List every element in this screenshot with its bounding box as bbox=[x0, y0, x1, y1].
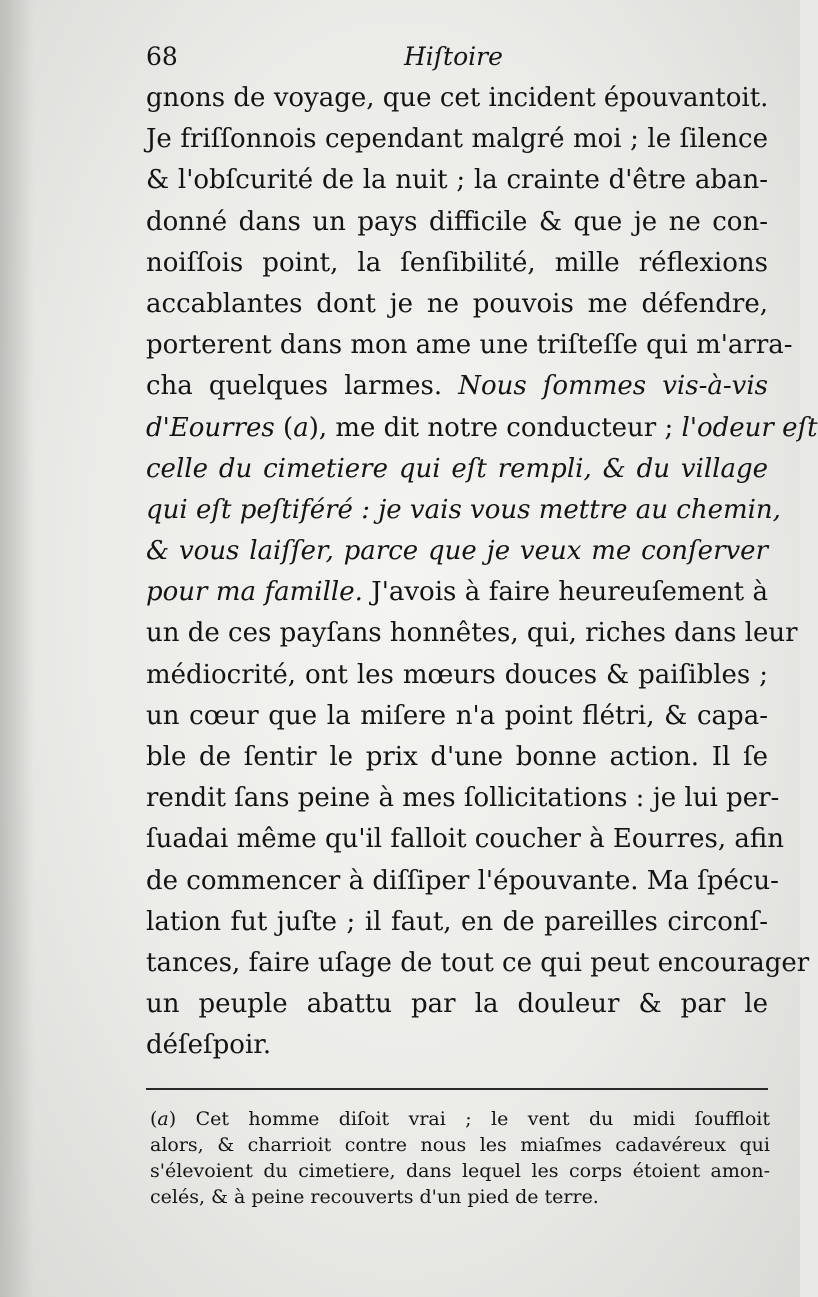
text-segment: rendit ſans peine à mes ſollicitations : je lui per- bbox=[146, 783, 780, 814]
text-line bbox=[146, 778, 780, 819]
text-segment: Nous ſommes vis-à-vis bbox=[458, 371, 768, 402]
text-line bbox=[146, 531, 768, 572]
text-line bbox=[146, 696, 768, 737]
text-line bbox=[146, 243, 768, 284]
footnote-rule bbox=[146, 1088, 768, 1090]
text-segment: ble de ſentir le prix d'une bonne action. Il ſe bbox=[146, 742, 768, 772]
text-segment: J'avois à faire heureuſement à bbox=[362, 577, 768, 608]
text-line bbox=[146, 449, 768, 490]
footnote-line bbox=[150, 1106, 770, 1132]
text-segment: un peuple abattu par la douleur & par le bbox=[146, 989, 768, 1020]
text-line bbox=[146, 202, 768, 243]
page-gutter-shadow bbox=[0, 0, 34, 1297]
text-line bbox=[146, 984, 768, 1025]
text-line bbox=[146, 943, 810, 984]
text-segment: alors, & charrioit contre nous les miaſmes cadavéreux qui bbox=[150, 1134, 770, 1156]
text-segment: médiocrité, ont les mœurs douces & paiſibles ; bbox=[146, 659, 768, 690]
text-segment: gnons de voyage, que cet incident épouvantoit. bbox=[146, 83, 769, 113]
text-segment: ( bbox=[150, 1108, 158, 1130]
page-header bbox=[146, 36, 766, 76]
text-line bbox=[146, 119, 768, 160]
text-segment: de commencer à diſſiper l'épouvante. Ma ſpécu- bbox=[146, 865, 779, 896]
text-line bbox=[146, 819, 785, 860]
text-line bbox=[146, 78, 768, 119]
text-segment: qui eſt peſtiféré : je vais vous mettre au chemin, bbox=[146, 494, 781, 525]
text-line bbox=[146, 490, 781, 531]
text-segment: un cœur que la miſere n'a point flétri, & capa- bbox=[146, 700, 768, 731]
text-segment: celle du cimetiere qui eſt rempli, & du village bbox=[146, 453, 768, 484]
text-segment: déſeſpoir. bbox=[146, 1030, 272, 1061]
footnote-line bbox=[150, 1158, 770, 1184]
text-segment: tances, faire uſage de tout ce qui peut encourager bbox=[146, 947, 810, 978]
text-segment: celés, & à peine recouverts d'un pied de terre. bbox=[150, 1186, 599, 1208]
text-segment: porterent dans mon ame une triſteſſe qui m'arra- bbox=[146, 330, 793, 361]
text-line bbox=[146, 1025, 768, 1066]
text-line bbox=[146, 408, 818, 449]
text-segment: donné dans un pays difficile & que je ne con- bbox=[146, 206, 768, 237]
text-segment: ), me dit notre conducteur ; bbox=[308, 412, 682, 443]
text-segment: l'odeur eſt bbox=[681, 412, 818, 443]
running-title: Hiſtoire bbox=[404, 42, 503, 71]
text-segment: accablantes dont je ne pouvois me défendre, bbox=[146, 288, 768, 319]
text-line bbox=[146, 861, 779, 902]
text-segment: ) Cet homme diſoit vrai ; le vent du midi ſouffloit bbox=[168, 1108, 770, 1130]
text-segment: un de ces payſans honnêtes, qui, riches dans leur bbox=[146, 618, 798, 649]
text-line bbox=[146, 366, 768, 407]
text-line bbox=[146, 284, 768, 325]
footnote-line bbox=[150, 1132, 770, 1158]
text-segment: cha quelques larmes. bbox=[146, 371, 459, 402]
text-line bbox=[146, 902, 768, 943]
text-line bbox=[146, 325, 793, 366]
footnote-line bbox=[150, 1184, 770, 1210]
text-segment: a bbox=[293, 412, 309, 443]
text-segment: pour ma famille. bbox=[146, 577, 363, 608]
text-segment: & l'obſcurité de la nuit ; la crainte d'être aban- bbox=[146, 165, 768, 196]
text-segment: Je friſſonnois cependant malgré moi ; le ſilence bbox=[146, 124, 768, 155]
page-number: 68 bbox=[146, 42, 178, 71]
text-line bbox=[146, 737, 768, 778]
text-segment: ( bbox=[274, 412, 294, 443]
footnote bbox=[150, 1106, 770, 1210]
text-segment: ſuadai même qu'il falloit coucher à Eourres, afin bbox=[146, 824, 785, 855]
text-line bbox=[146, 613, 798, 654]
main-text bbox=[146, 78, 818, 1067]
text-segment: & vous laiſſer, parce que je veux me conſerver bbox=[146, 536, 768, 567]
text-segment: a bbox=[157, 1108, 169, 1130]
text-line bbox=[146, 160, 768, 201]
text-segment: d'Eourres bbox=[146, 412, 275, 443]
text-line bbox=[146, 655, 768, 696]
text-segment: noiſſois point, la ſenſibilité, mille réflexions bbox=[146, 247, 768, 278]
text-line bbox=[146, 572, 768, 613]
text-segment: s'élevoient du cimetiere, dans lequel les corps étoient amon- bbox=[150, 1160, 770, 1182]
text-segment: lation fut juſte ; il faut, en de pareilles circonſ- bbox=[146, 906, 768, 937]
